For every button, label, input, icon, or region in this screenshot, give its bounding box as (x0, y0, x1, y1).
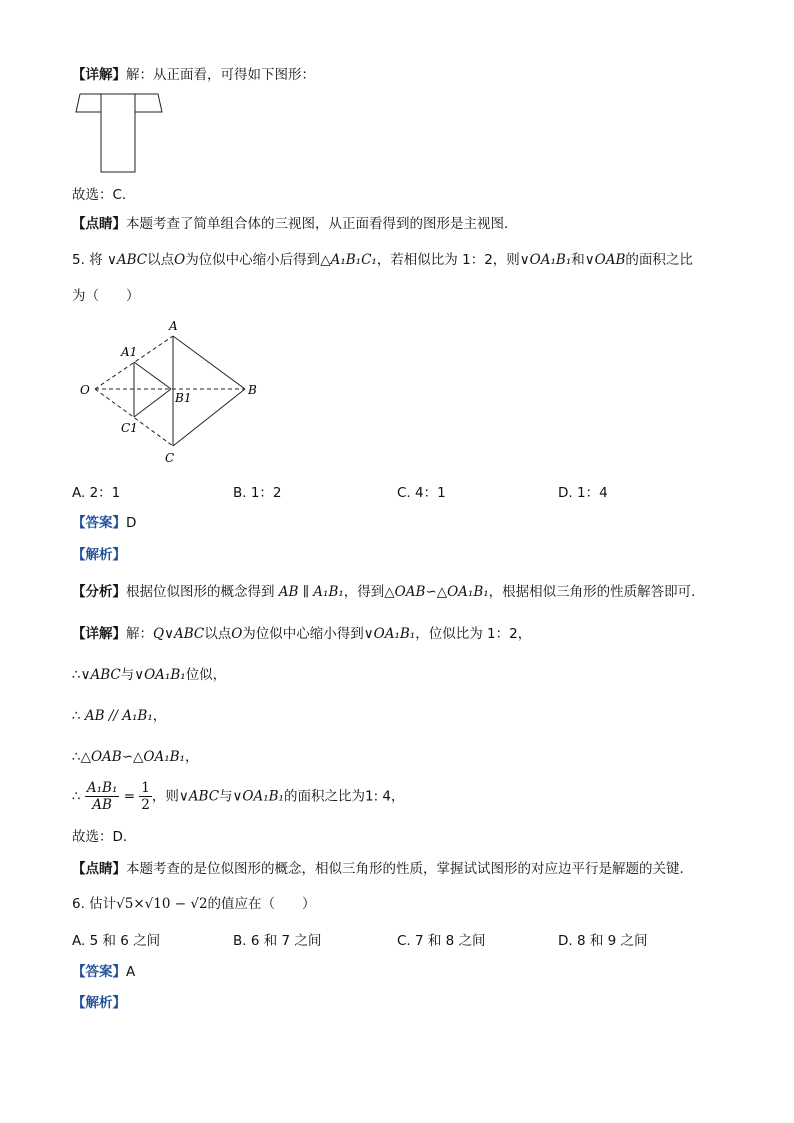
q6-analysis-tag (72, 994, 126, 1012)
step1-b: ∨OA₁B₁ (134, 667, 186, 683)
fraction-numerator: 1 (141, 780, 150, 796)
comment-tag: 【点睛】 (72, 861, 126, 877)
q5-choice: 故选：D． (72, 829, 137, 845)
analysis-tag: 【解析】 (72, 995, 126, 1011)
analysis-intro-a: 根据位似图形的概念得到 (126, 584, 275, 600)
q5-stem-and: 和 (571, 252, 585, 268)
step3-post: ， (184, 749, 199, 765)
answer-value: A (126, 964, 136, 980)
q5-stem-suffix: 的面积之比 (625, 252, 693, 268)
q5-answer-line (72, 514, 136, 532)
fraction-denominator: 2 (141, 797, 150, 813)
step3-expr: △OAB∽△OA₁B₁ (80, 749, 185, 765)
q5-detail-line (72, 625, 531, 643)
q5-stem-o: O (174, 252, 186, 268)
step4-c: ， (391, 788, 405, 805)
label-O: O (80, 383, 90, 397)
q5-step3 (72, 748, 198, 766)
q5-step1 (72, 666, 226, 684)
q5-option-b[interactable]: B. 1：2 (233, 485, 282, 501)
homothety-figure (75, 318, 265, 468)
detail-d: ，位似比为 1：2， (415, 626, 532, 642)
analysis-intro-b: ，得到 (343, 584, 385, 600)
q5-stem (72, 251, 693, 269)
comment-text: 本题考查了简单组合体的三视图，从正面看得到的图形是主视图． (126, 216, 518, 232)
detail-c: 为位似中心缩小得到 (242, 626, 364, 642)
segment-AB (173, 336, 245, 389)
step4-ratio: 1: 4 (364, 788, 392, 805)
q6-stem (72, 895, 316, 913)
q6-option-d[interactable]: D. 8 和 9 之间 (558, 933, 648, 949)
step4-t2: ∨OA₁B₁ (232, 788, 284, 805)
step2-expr: AB // A₁B₁ (84, 708, 153, 724)
therefore-symbol: ∴ (72, 788, 81, 805)
q6-stem-expr: √5×√10 − √2 (116, 896, 208, 912)
label-A: A (169, 319, 178, 333)
analysis-parallel: AB ∥ A₁B₁ (278, 584, 344, 600)
detail-a: 解： (126, 626, 153, 642)
label-A1: A1 (121, 345, 138, 359)
equals-sign: = (123, 788, 135, 805)
answer-value: D (126, 515, 137, 531)
answer-tag: 【答案】 (72, 964, 126, 980)
therefore-symbol: ∴ (72, 708, 81, 724)
step4-b: 的面积之比为 (283, 788, 365, 805)
detail-text: 解：从正面看，可得如下图形： (126, 67, 315, 83)
q6-option-b[interactable]: B. 6 和 7 之间 (233, 933, 322, 949)
q6-stem-suffix: 的值应在（ ） (207, 896, 316, 912)
q5-option-a[interactable]: A. 2：1 (72, 485, 121, 501)
q5-stem-line2: 为（ ） (72, 288, 140, 304)
q4-detail-line (72, 66, 315, 84)
fraction-denominator: AB (92, 797, 112, 813)
therefore-symbol: ∴ (72, 749, 81, 765)
segment-C1B1 (134, 389, 171, 417)
detail-tag: 【详解】 (72, 67, 126, 83)
label-B1: B1 (175, 391, 192, 405)
q5-step4 (72, 780, 405, 813)
q5-stem-small: △A₁B₁C₁ (320, 252, 377, 268)
analysis-tag: 【解析】 (72, 547, 126, 563)
q5-stem-mid2: 为位似中心缩小后得到 (185, 252, 321, 268)
detail-because: Q∨ABC (153, 626, 205, 642)
analysis-intro-c: ，根据相似三角形的性质解答即可． (488, 584, 705, 600)
fraction-a1b1-ab (85, 780, 120, 813)
label-C: C (165, 451, 175, 465)
q5-option-d[interactable]: D. 1：4 (558, 485, 608, 501)
comment-tag: 【点睛】 (72, 216, 126, 232)
detail-o: O (231, 626, 243, 642)
front-view-column (101, 94, 135, 172)
analysis-intro-tag: 【分析】 (72, 584, 126, 600)
segment-A1B1 (134, 362, 171, 389)
q5-stem-mid3: ，若相似比为 1：2，则 (376, 252, 520, 268)
detail-small: ∨OA₁B₁ (363, 626, 416, 642)
step4-a: ，则 (151, 788, 179, 805)
q5-analysis-intro (72, 583, 705, 601)
q4-choice: 故选：C． (72, 187, 136, 203)
q5-comment-line (72, 860, 693, 878)
q5-analysis-tag (72, 546, 126, 564)
step2-post: ， (152, 708, 167, 724)
detail-tag: 【详解】 (72, 626, 126, 642)
q5-option-c[interactable]: C. 4：1 (397, 485, 446, 501)
q5-step2 (72, 707, 166, 725)
analysis-similar: △OAB∽△OA₁B₁ (384, 584, 489, 600)
step1-mid: 与 (120, 667, 135, 683)
q5-stem-oab: ∨OAB (584, 252, 626, 268)
q5-stem-oa1b1: ∨OA₁B₁ (519, 252, 572, 268)
front-view-figure (70, 90, 165, 176)
label-B: B (248, 383, 257, 397)
step1-post: 位似， (185, 667, 227, 683)
q5-stem-tri: ∨ABC (106, 252, 148, 268)
q6-option-c[interactable]: C. 7 和 8 之间 (397, 933, 486, 949)
q5-stem-mid1: 以点 (147, 252, 175, 268)
label-C1: C1 (121, 421, 138, 435)
q4-comment-line (72, 215, 518, 233)
q5-stem-prefix: 5. 将 (72, 252, 103, 268)
answer-tag: 【答案】 (72, 515, 126, 531)
fraction-numerator: A₁B₁ (86, 780, 118, 796)
step4-mid: 与 (219, 788, 233, 805)
q6-answer-line (72, 963, 135, 981)
step1-a: ∨ABC (80, 667, 121, 683)
q6-stem-prefix: 6. 估计 (72, 896, 117, 912)
therefore-symbol: ∴ (72, 667, 81, 683)
step4-t1: ∨ABC (178, 788, 220, 805)
comment-text: 本题考查的是位似图形的概念，相似三角形的性质，掌握试试图形的对应边平行是解题的关键． (126, 861, 693, 877)
fraction-one-half (139, 780, 152, 813)
q6-option-a[interactable]: A. 5 和 6 之间 (72, 933, 161, 949)
detail-b: 以点 (204, 626, 232, 642)
